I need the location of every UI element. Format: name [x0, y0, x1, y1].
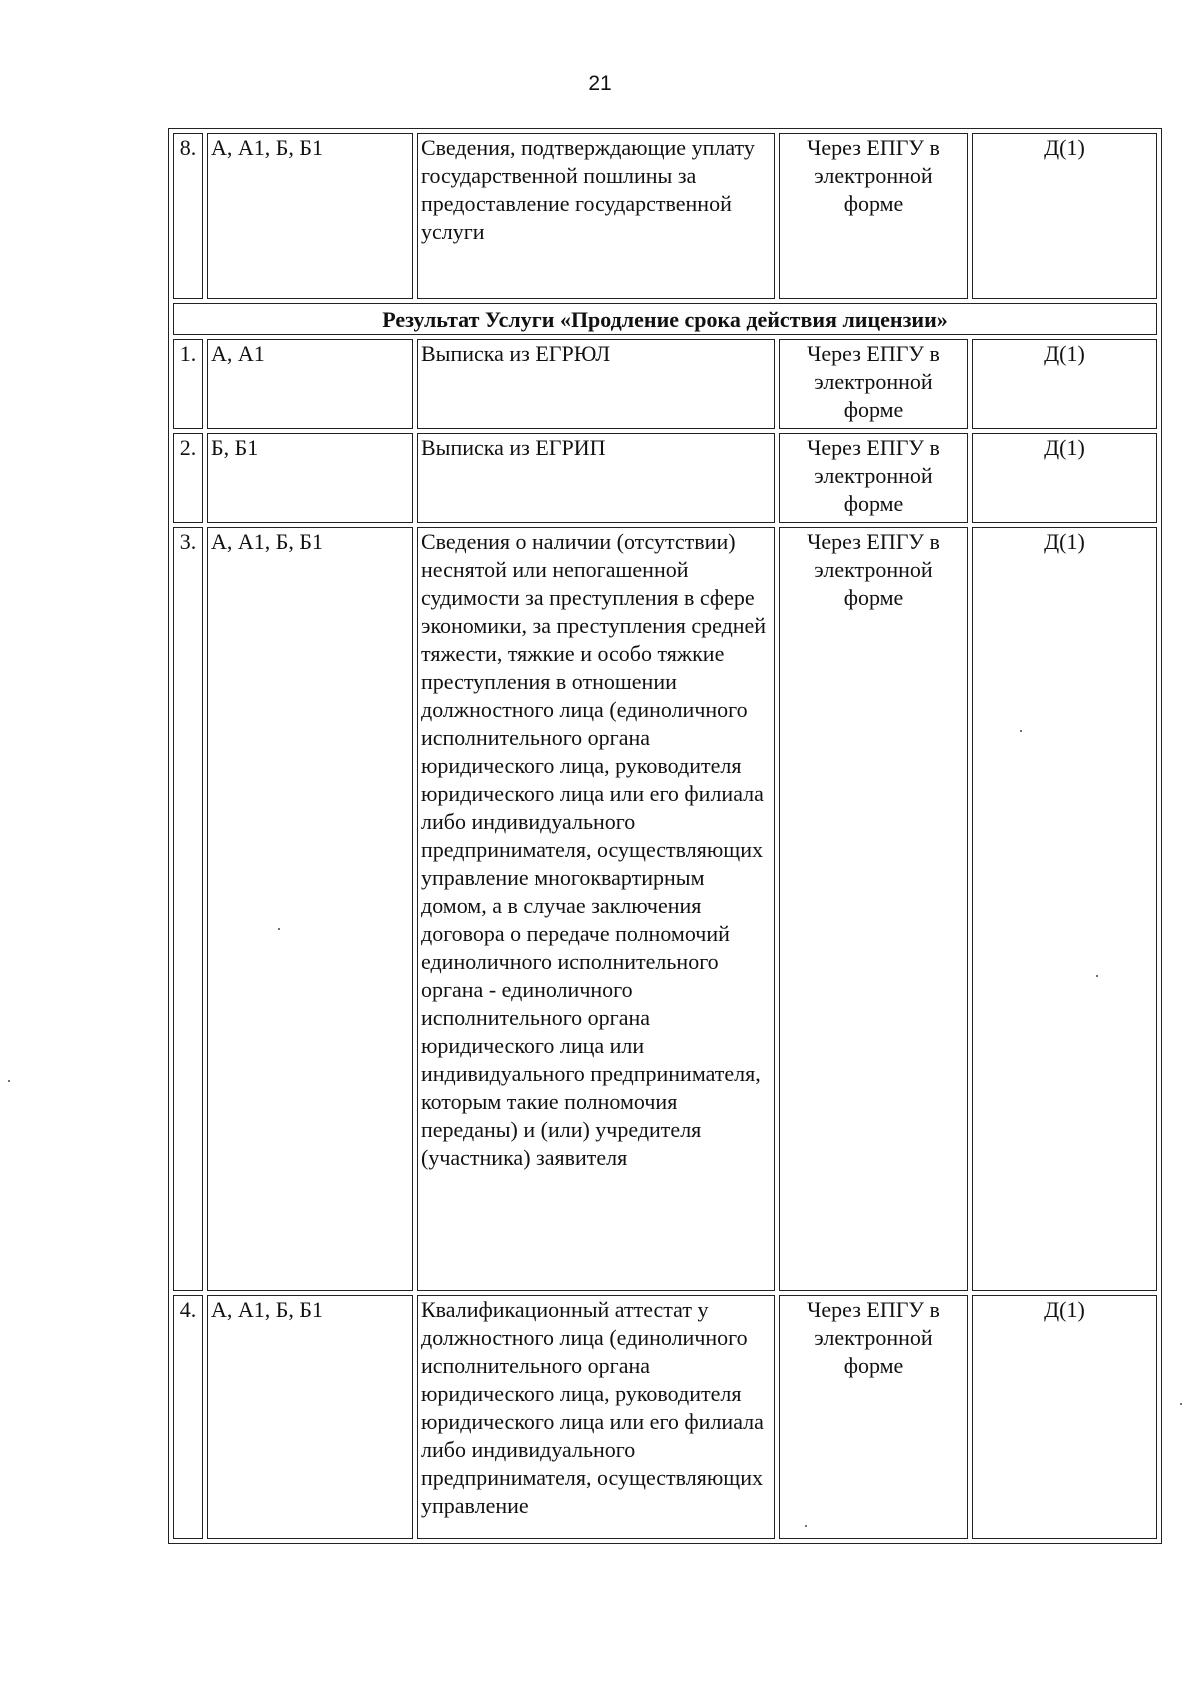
row-number: 8.	[173, 133, 203, 299]
scan-speck	[805, 1525, 807, 1527]
page-number: 21	[588, 72, 612, 95]
applicant-category: Б, Б1	[207, 433, 413, 523]
row-number: 4.	[173, 1295, 203, 1539]
row-number: 2.	[173, 433, 203, 523]
submission-method: Через ЕПГУ в электронной форме	[779, 133, 968, 299]
document-code: Д(1)	[972, 339, 1157, 429]
document-code: Д(1)	[972, 433, 1157, 523]
section-header-row	[173, 303, 1157, 335]
document-description: Сведения, подтверждающие уплату государственной пошлины за предоставление государственной услуги	[417, 133, 775, 299]
table-row	[173, 339, 1157, 429]
scan-speck	[1020, 730, 1022, 732]
submission-method: Через ЕПГУ в электронной форме	[779, 527, 968, 1291]
document-description: Выписка из ЕГРИП	[417, 433, 775, 523]
document-code: Д(1)	[972, 1295, 1157, 1539]
table-row	[173, 433, 1157, 523]
row-number: 3.	[173, 527, 203, 1291]
scan-speck	[278, 928, 280, 930]
documents-table	[168, 128, 1162, 1544]
table-row	[173, 527, 1157, 1291]
document-description: Квалификационный аттестат у должностного лица (единоличного исполнительного органа юридического лица, руководителя юридического лица или его филиала либо индивидуального предпринимателя, осуществляющих управление	[417, 1295, 775, 1539]
scan-speck	[1096, 975, 1098, 977]
scan-speck	[8, 1080, 10, 1082]
document-code: Д(1)	[972, 527, 1157, 1291]
row-number: 1.	[173, 339, 203, 429]
submission-method: Через ЕПГУ в электронной форме	[779, 433, 968, 523]
applicant-category: А, А1, Б, Б1	[207, 1295, 413, 1539]
document-description: Сведения о наличии (отсутствии) неснятой или непогашенной судимости за преступления в сфере экономики, за преступления средней тяжести, тяжкие и особо тяжкие преступления в отношении должностного лица (единоличного исполнительного органа юридического лица, руководителя юридического лица или его филиала либо индивидуального предпринимателя, осуществляющих управление многоквартирным домом, а в случае заключения договора о передаче полномочий единоличного исполнительного органа - единоличного исполнительного органа юридического лица или индивидуального предпринимателя, которым такие полномочия переданы) и (или) учредителя (участника) заявителя	[417, 527, 775, 1291]
submission-method: Через ЕПГУ в электронной форме	[779, 339, 968, 429]
document-code: Д(1)	[972, 133, 1157, 299]
table-row	[173, 1295, 1157, 1539]
applicant-category: А, А1, Б, Б1	[207, 133, 413, 299]
table-row	[173, 133, 1157, 299]
scan-speck	[1180, 1403, 1182, 1405]
applicant-category: А, А1	[207, 339, 413, 429]
document-description: Выписка из ЕГРЮЛ	[417, 339, 775, 429]
submission-method: Через ЕПГУ в электронной форме	[779, 1295, 968, 1539]
section-title: Результат Услуги «Продление срока действия лицензии»	[173, 303, 1157, 335]
applicant-category: А, А1, Б, Б1	[207, 527, 413, 1291]
